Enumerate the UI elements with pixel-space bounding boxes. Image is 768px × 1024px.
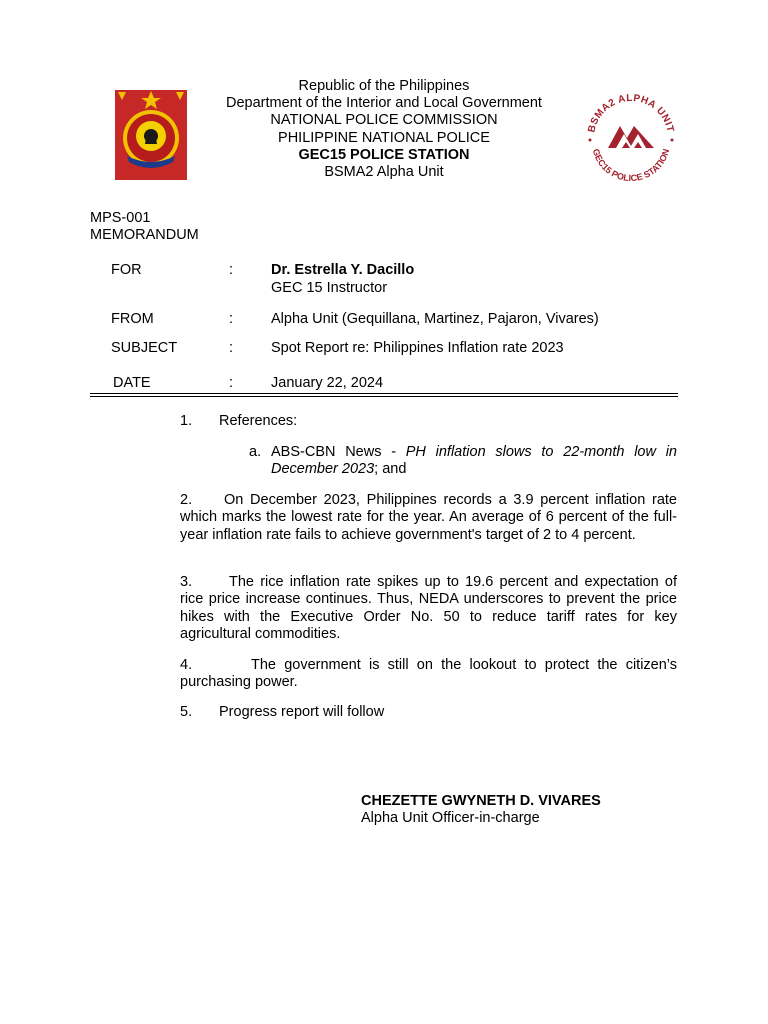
paragraph-5-text: Progress report will follow — [219, 704, 385, 720]
memo-block — [90, 210, 199, 245]
reference-a-title-1: PH inflation slows to 22-month low in — [405, 444, 677, 460]
header-pnp: PHILIPPINE NATIONAL POLICE — [278, 129, 490, 146]
paragraph-1 — [180, 413, 677, 430]
paragraph-4-text: The government is still on the lookout to protect the citizen’s purchasing power. — [180, 657, 677, 691]
subject-label: SUBJECT — [111, 340, 178, 356]
paragraph-5 — [180, 704, 677, 721]
from-row — [0, 311, 768, 331]
subject-row — [0, 340, 768, 360]
header-unit: BSMA2 Alpha Unit — [324, 164, 444, 181]
signatory-title: Alpha Unit Officer-in-charge — [361, 810, 540, 827]
date-value: January 22, 2024 — [271, 375, 384, 391]
from-label: FROM — [111, 311, 154, 327]
from-colon: : — [229, 311, 234, 327]
date-row — [0, 375, 768, 395]
letterhead — [180, 78, 588, 181]
for-colon: : — [229, 262, 234, 278]
for-value: Dr. Estrella Y. Dacillo — [271, 262, 415, 278]
paragraph-3-text: The rice inflation rate spikes up to 19.6 percent and expectation of rice price increase continues. Thus, NEDA underscores to prevent the price hikes with the Executive Order No. 50 to reduce tariff rates for key agricultural commodities. — [180, 574, 677, 643]
logo-bottom-text: GEC15 POLICE STATION — [590, 147, 672, 184]
memo-number: MPS-001 — [90, 210, 151, 226]
divider-line-top — [90, 393, 678, 394]
paragraph-1-text: References: — [219, 413, 298, 429]
pnp-seal-logo — [113, 88, 189, 182]
header-napolcom: NATIONAL POLICE COMMISSION — [270, 112, 498, 129]
header-department: Department of the Interior and Local Government — [226, 95, 542, 112]
subject-value: Spot Report re: Philippines Inflation rate 2023 — [271, 340, 564, 356]
bsma2-unit-logo — [580, 86, 682, 188]
paragraph-2-number: 2. — [180, 492, 193, 508]
for-value-title: GEC 15 Instructor — [271, 280, 388, 296]
paragraph-4 — [180, 657, 677, 692]
reference-a-source: ABS-CBN News - — [271, 444, 406, 460]
paragraph-1-number: 1. — [180, 413, 193, 429]
memo-type: MEMORANDUM — [90, 227, 199, 244]
for-row-2 — [0, 280, 768, 300]
for-label: FOR — [111, 262, 142, 278]
paragraph-2-text: On December 2023, Philippines records a 3.9 percent inflation rate which marks the lowest rate for the year. An average of 6 percent of the full-year inflation rate fails to achieve government's target of 2 to 4 percent. — [180, 492, 677, 543]
paragraph-3 — [180, 574, 677, 644]
reference-a-title-2: December 2023 — [271, 461, 375, 478]
divider-line-bottom — [90, 396, 678, 397]
reference-a-tail: ; and — [374, 461, 407, 478]
paragraph-3-number: 3. — [180, 574, 193, 590]
reference-a-letter: a. — [249, 444, 262, 460]
header-republic: Republic of the Philippines — [298, 78, 470, 94]
paragraph-5-number: 5. — [180, 704, 193, 720]
date-colon: : — [229, 375, 234, 391]
paragraph-2 — [180, 492, 677, 544]
date-label: DATE — [113, 375, 151, 391]
logo-top-text: BSMA2 ALPHA UNIT — [586, 92, 676, 134]
signature-block — [361, 793, 601, 828]
signatory-name: CHEZETTE GWYNETH D. VIVARES — [361, 793, 601, 809]
subject-colon: : — [229, 340, 234, 356]
for-row — [0, 262, 768, 282]
from-value: Alpha Unit (Gequillana, Martinez, Pajaron, Vivares) — [271, 311, 599, 327]
header-station: GEC15 POLICE STATION — [298, 146, 470, 163]
paragraph-4-number: 4. — [180, 657, 193, 673]
